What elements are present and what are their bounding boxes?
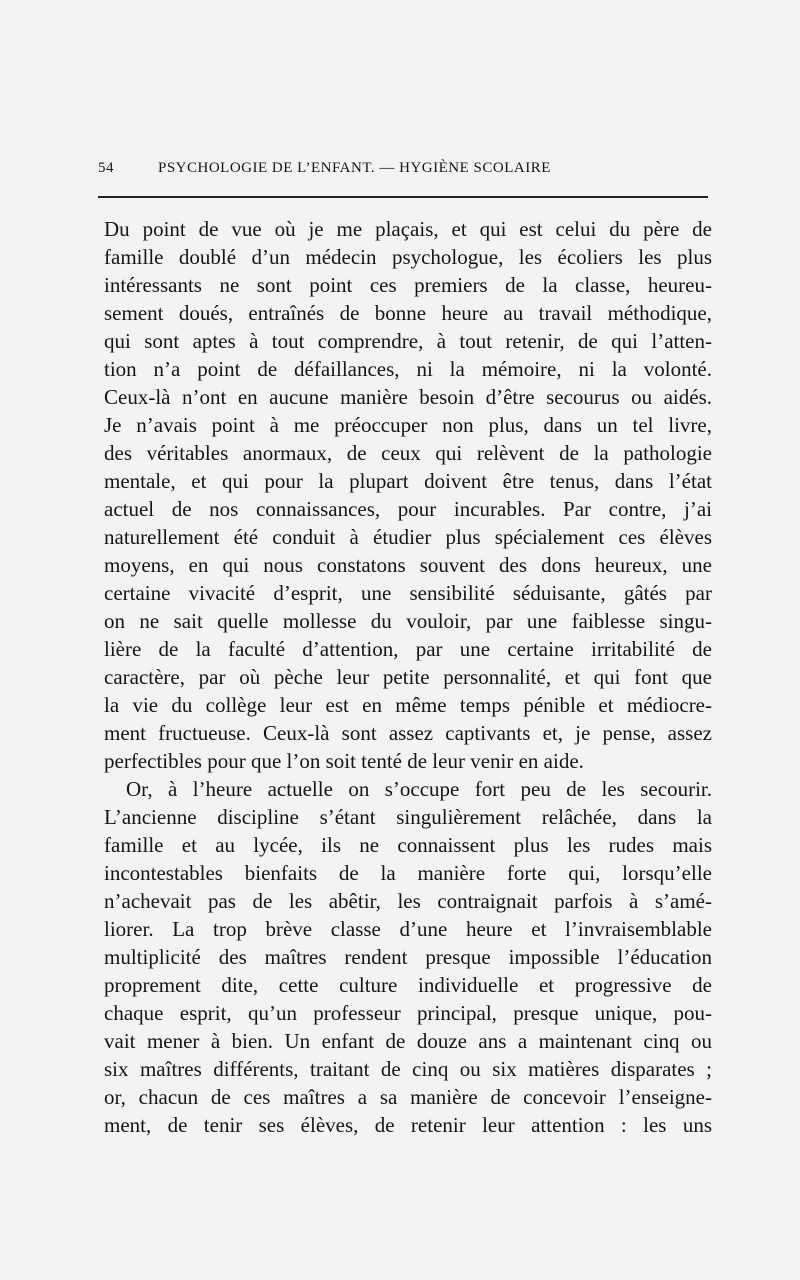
text-line: vait mener à bien. Un enfant de douze ans a maintenant cinq ou	[104, 1029, 712, 1053]
text-line: proprement dite, cette culture individuelle et progressive de	[104, 973, 712, 997]
text-line: lière de la faculté d’attention, par une certaine irritabilité de	[104, 637, 712, 661]
header-rule	[98, 196, 708, 198]
text-line: perfectibles pour que l’on soit tenté de leur venir en aide.	[104, 749, 584, 773]
text-line: liorer. La trop brève classe d’une heure et l’invraisemblable	[104, 917, 712, 941]
text-line: Je n’avais point à me préoccuper non plus, dans un tel livre,	[104, 413, 712, 437]
text-line: multiplicité des maîtres rendent presque impossible l’éducation	[104, 945, 712, 969]
text-line: n’achevait pas de les abêtir, les contraignait parfois à s’amé-	[104, 889, 712, 913]
text-line: caractère, par où pèche leur petite personnalité, et qui font que	[104, 665, 712, 689]
text-line: qui sont aptes à tout comprendre, à tout retenir, de qui l’atten-	[104, 329, 712, 353]
text-line: actuel de nos connaissances, pour incurables. Par contre, j’ai	[104, 497, 712, 521]
running-head-title: PSYCHOLOGIE DE L’ENFANT. — HYGIÈNE SCOLAIRE	[158, 160, 551, 176]
text-line: ment, de tenir ses élèves, de retenir leur attention : les uns	[104, 1113, 712, 1137]
text-line: moyens, en qui nous constatons souvent des dons heureux, une	[104, 553, 712, 577]
text-line: or, chacun de ces maîtres a sa manière de concevoir l’enseigne-	[104, 1085, 712, 1109]
text-line: intéressants ne sont point ces premiers de la classe, heureu-	[104, 273, 712, 297]
text-line: mentale, et qui pour la plupart doivent être tenus, dans l’état	[104, 469, 712, 493]
text-line: on ne sait quelle mollesse du vouloir, par une faiblesse singu-	[104, 609, 712, 633]
text-line: Du point de vue où je me plaçais, et qui est celui du père de	[104, 217, 712, 241]
text-line: certaine vivacité d’esprit, une sensibilité séduisante, gâtés par	[104, 581, 712, 605]
text-line: naturellement été conduit à étudier plus spécialement ces élèves	[104, 525, 712, 549]
text-line: famille doublé d’un médecin psychologue, les écoliers les plus	[104, 245, 712, 269]
text-line: sement doués, entraînés de bonne heure au travail méthodique,	[104, 301, 712, 325]
text-line: chaque esprit, qu’un professeur principal, presque unique, pou-	[104, 1001, 712, 1025]
text-line: ment fructueuse. Ceux-là sont assez captivants et, je pense, assez	[104, 721, 712, 745]
running-head	[98, 160, 708, 184]
text-line: Ceux-là n’ont en aucune manière besoin d’être secourus ou aidés.	[104, 385, 712, 409]
text-line: six maîtres différents, traitant de cinq ou six matières disparates ;	[104, 1057, 712, 1081]
text-line: L’ancienne discipline s’étant singulièrement relâchée, dans la	[104, 805, 712, 829]
text-line: famille et au lycée, ils ne connaissent plus les rudes mais	[104, 833, 712, 857]
body-text	[104, 215, 712, 1139]
text-line: Or, à l’heure actuelle on s’occupe fort peu de les secourir.	[126, 777, 712, 801]
text-line: des véritables anormaux, de ceux qui relèvent de la pathologie	[104, 441, 712, 465]
page-number: 54	[98, 160, 114, 176]
text-line: la vie du collège leur est en même temps pénible et médiocre-	[104, 693, 712, 717]
text-line: incontestables bienfaits de la manière forte qui, lorsqu’elle	[104, 861, 712, 885]
text-line: tion n’a point de défaillances, ni la mémoire, ni la volonté.	[104, 357, 712, 381]
